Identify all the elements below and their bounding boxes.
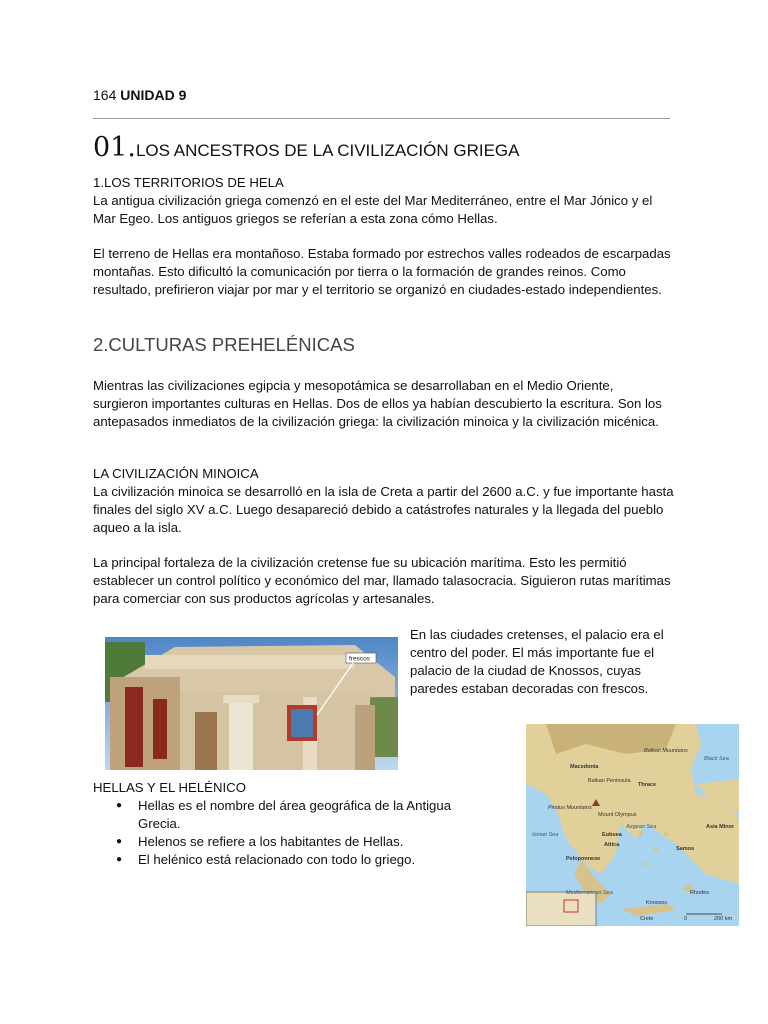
map-label-euboea: Euboea (602, 832, 622, 838)
section2-paragraph-3: La principal fortaleza de la civilización cretense fue su ubicación marítima. Esto les permitió establecer un control político y económico del mar, llamado talasocracia. Siguieron rutas marítimas para comerciar con sus productos agrícolas y artesanales. (93, 555, 671, 606)
title-text: LOS ANCESTROS DE LA CIVILIZACIÓN GRIEGA (135, 141, 520, 160)
section2-paragraph-1: Mientras las civilizaciones egipcia y mesopotámica se desarrollaban en el Medio Oriente, surgieron importantes culturas en Hellas. Dos de ellos ya habían descubierto la escritura. Son los antepasados inmediatos de la civilización griega: la civilización minoica y la civilización micénica. (93, 378, 662, 429)
section1-paragraph-1: La antigua civilización griega comenzó en el este del Mar Mediterráneo, entre el Mar Jónico y el Mar Egeo. Los antiguos griegos se referían a esta zona cómo Hellas. (93, 193, 653, 226)
section1-block (93, 174, 678, 228)
map-label-thrace: Thrace (638, 782, 657, 788)
map-label-black-sea: Black Sea (704, 756, 729, 762)
map-label-crete: Crete (640, 916, 654, 922)
list-item: ● Hellas es el nombre del área geográfica de la Antigua Grecia. (116, 797, 453, 833)
map-label-attica: Attica (604, 842, 620, 848)
minoica-paragraph: La civilización minoica se desarrolló en la isla de Creta a partir del 2600 a.C. y fue importante hasta finales del siglo XV a.C. Luego desapareció debido a catástrofes naturales y la llegada del pueblo aqueo a la isla. (93, 484, 674, 535)
page-number: 164 (93, 87, 117, 103)
map-label-asia-minor: Asia Minor (706, 824, 735, 830)
map-label-pindus: Pindus Mountains (548, 805, 592, 811)
knossos-palace-image (105, 637, 398, 770)
map-label-macedonia: Macedonia (570, 764, 599, 770)
unit-label: UNIDAD 9 (120, 87, 187, 103)
list-item: ● El helénico está relacionado con todo lo griego. (116, 851, 453, 869)
map-label-peloponnese: Peloponnese (566, 856, 601, 862)
minoica-block (93, 465, 678, 537)
map-scale-200: 200 km (714, 916, 733, 922)
map-label-balkan-peninsula: Balkan Peninsula (588, 778, 631, 784)
map-label-mediterranean: Mediterranean Sea (566, 890, 613, 896)
knossos-paragraph: En las ciudades cretenses, el palacio era el centro del poder. El más importante fue el palacio de la ciudad de Knossos, cuyas paredes estaban decoradas con frescos. (410, 627, 664, 696)
hellas-heading: HELLAS Y EL HELÉNICO (93, 780, 246, 795)
map-label-olympus: Mount Olympus (598, 812, 637, 818)
map-label-ionian: Ionian Sea (532, 832, 559, 838)
map-scale-zero: 0 (684, 916, 688, 922)
minoica-heading: LA CIVILIZACIÓN MINOICA (93, 466, 259, 481)
page-title (93, 132, 520, 163)
map-label-samos: Samos (676, 846, 695, 852)
map-label-aegean: Aegean Sea (626, 824, 657, 830)
header-divider (93, 118, 670, 119)
greece-map-image (526, 724, 739, 926)
list-item: ● Helenos se refiere a los habitantes de Hellas. (116, 833, 453, 851)
section1-paragraph-2: El terreno de Hellas era montañoso. Estaba formado por estrechos valles rodeados de escarpadas montañas. Esto dificultó la comunicación por tierra o la formación de grandes reinos. Como resultado, prefirieron viajar por mar y el territorio se organizó en ciudades-estado independientes. (93, 246, 671, 297)
map-label-knossos: Knossos (646, 900, 668, 906)
title-number: 01. (93, 132, 136, 163)
frescos-label: frescos (349, 655, 370, 663)
section2-heading: 2.CULTURAS PREHELÉNICAS (93, 334, 355, 355)
hellas-block (93, 779, 453, 869)
page-header (93, 87, 186, 103)
hellas-list (93, 797, 453, 869)
map-label-rhodes: Rhodes (690, 890, 709, 896)
section1-heading: 1.LOS TERRITORIOS DE HELA (93, 175, 284, 190)
map-label-balkan: Balkan Mountains (644, 748, 688, 754)
